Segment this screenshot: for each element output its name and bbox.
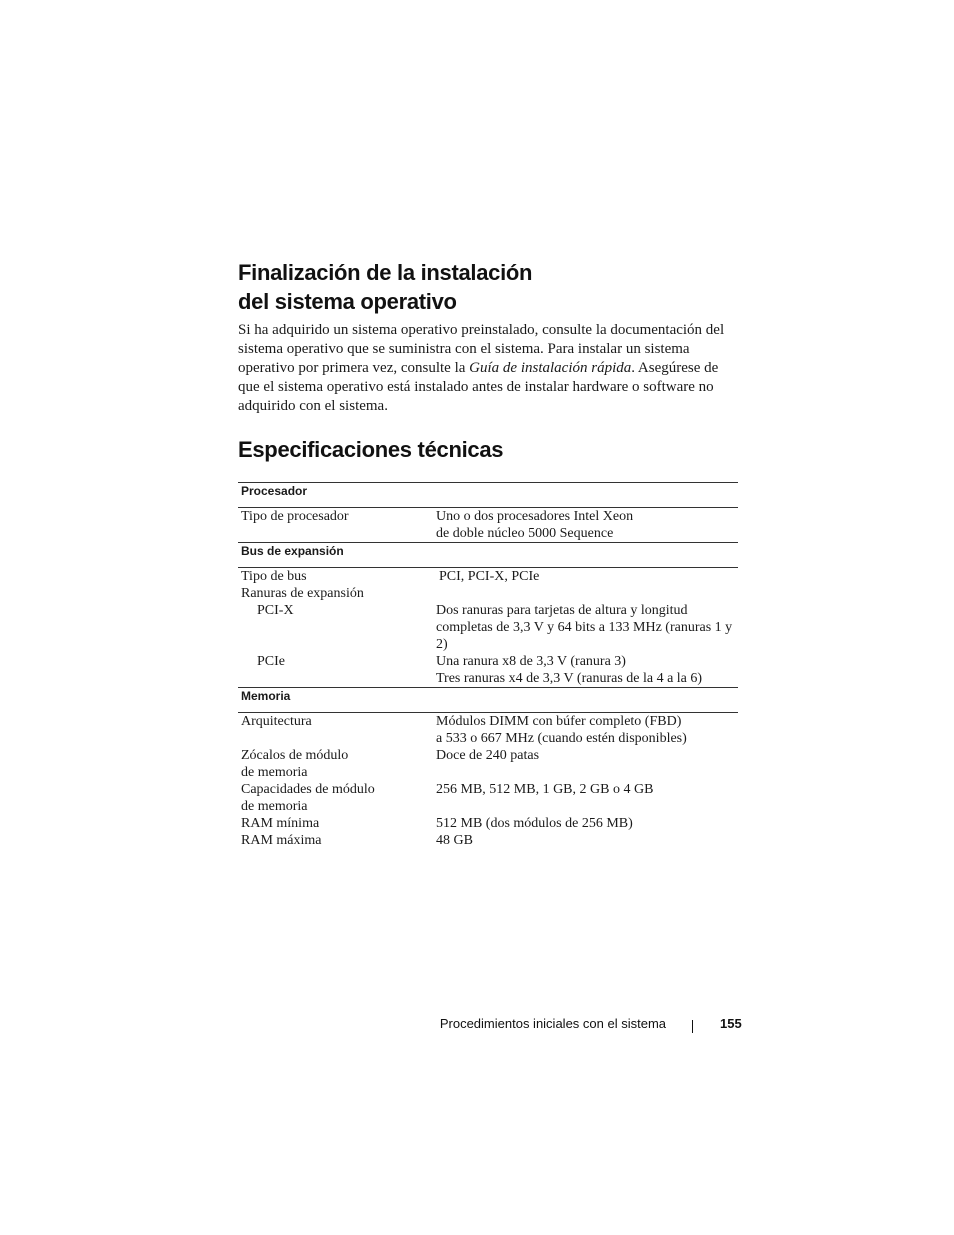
page-footer: [0, 1016, 954, 1036]
section-header-memory: [238, 688, 738, 713]
capacities-label: Capacidades de módulo de memoria: [241, 782, 375, 814]
memory-header: Memoria: [238, 688, 738, 713]
bus-type-value: PCI, PCI-X, PCIe: [439, 569, 540, 584]
processor-type-label: Tipo de procesador: [241, 509, 349, 524]
ram-min-label: RAM mínima: [241, 816, 320, 831]
para-text-2: . Asegúrese de que el sistema operativo está instalado antes de instalar hardware o software no adquirido con el sistema.: [238, 360, 719, 414]
expansion-slots-label: Ranuras de expansión: [241, 586, 364, 601]
pcie-label: PCIe: [257, 654, 285, 669]
sockets-value: Doce de 240 patas: [436, 748, 540, 763]
table-row: [238, 508, 738, 543]
table-row: [238, 568, 738, 586]
pcix-value: Dos ranuras para tarjetas de altura y longitud completas de 3,3 V y 64 bits a 133 MHz (ranuras 1 y 2): [436, 603, 733, 652]
page-number: 155: [720, 1016, 742, 1031]
processor-type-value: Uno o dos procesadores Intel Xeon de doble núcleo 5000 Sequence: [436, 509, 634, 541]
section-title-specs: Especificaciones técnicas: [238, 437, 504, 462]
pcix-label: PCI-X: [257, 603, 294, 618]
title-line-2: del sistema operativo: [238, 289, 457, 314]
os-install-paragraph: [238, 321, 738, 416]
table-row: [238, 585, 738, 602]
specs-table: [238, 482, 738, 849]
ram-max-label: RAM máxima: [241, 833, 322, 848]
table-row: [238, 713, 738, 748]
para-text-1: Si ha adquirido un sistema operativo preinstalado, consulte la documentación del sistema operativo que se suministra con el sistema. Para instalar un sistema operativo por primera vez, consulte la: [238, 322, 725, 376]
table-row: [238, 832, 738, 849]
capacities-value: 256 MB, 512 MB, 1 GB, 2 GB o 4 GB: [436, 782, 654, 797]
ram-max-value: 48 GB: [436, 833, 473, 848]
table-row: [238, 815, 738, 832]
sockets-label: Zócalos de módulo de memoria: [241, 748, 349, 780]
footer-text: Procedimientos iniciales con el sistema: [439, 1016, 666, 1031]
footer-separator: [692, 1020, 693, 1033]
table-row: [238, 602, 738, 653]
title-line-1: Finalización de la instalación: [238, 260, 533, 285]
section-title-os-install: [238, 258, 532, 316]
table-row: [238, 653, 738, 688]
table-row: [238, 781, 738, 815]
pcie-value: Una ranura x8 de 3,3 V (ranura 3) Tres ranuras x4 de 3,3 V (ranuras de la 4 a la 6): [436, 654, 703, 686]
section-header-processor: [238, 483, 738, 508]
ram-min-value: 512 MB (dos módulos de 256 MB): [436, 816, 633, 831]
architecture-label: Arquitectura: [241, 714, 312, 729]
bus-type-label: Tipo de bus: [241, 569, 307, 584]
processor-header: Procesador: [238, 483, 738, 508]
architecture-value: Módulos DIMM con búfer completo (FBD) a 533 o 667 MHz (cuando estén disponibles): [436, 714, 687, 746]
bus-header: Bus de expansión: [238, 543, 738, 568]
section-header-bus: [238, 543, 738, 568]
table-row: [238, 747, 738, 781]
quick-guide-reference: Guía de instalación rápida: [469, 360, 632, 376]
